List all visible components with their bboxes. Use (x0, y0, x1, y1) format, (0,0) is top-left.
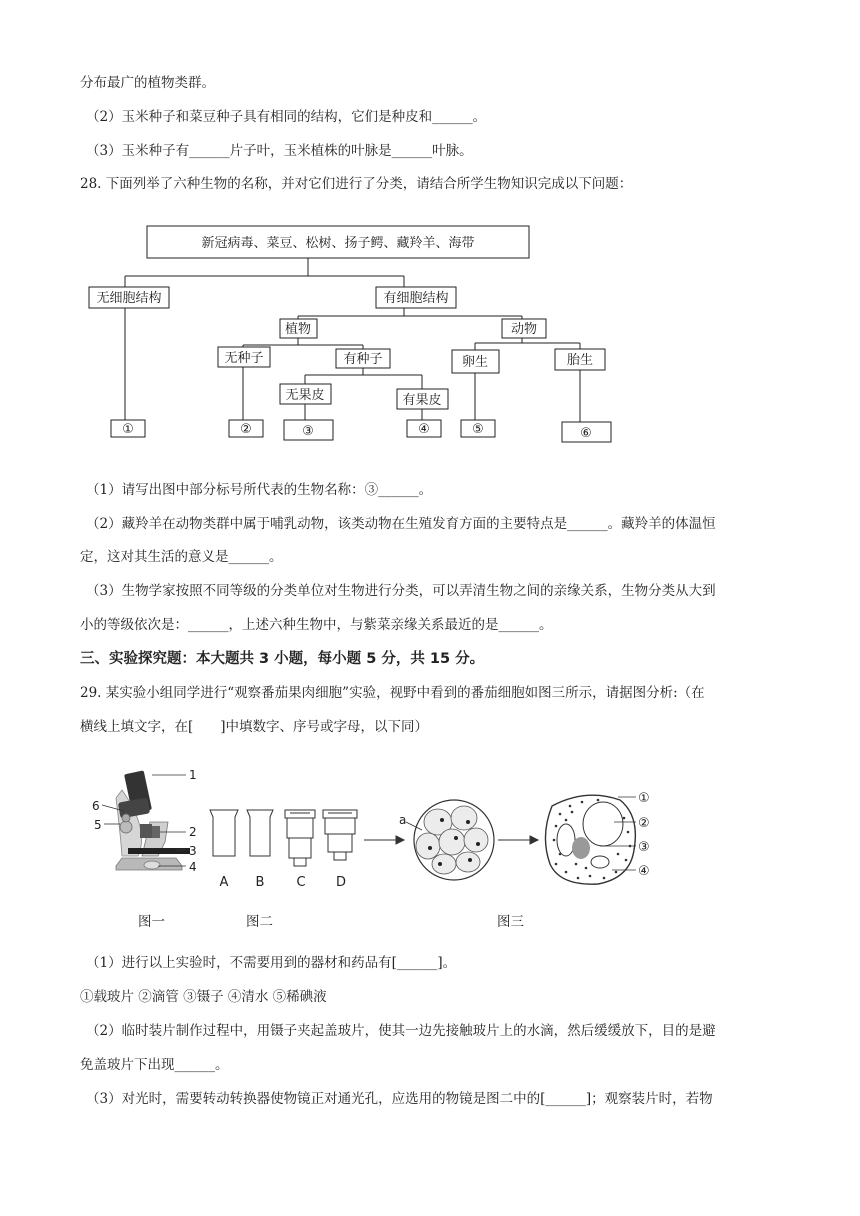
tree-leaf-3: ③ (302, 424, 314, 439)
cell-group-label-a: a (399, 813, 407, 827)
microscope-label-1: 1 (189, 768, 197, 782)
cell-label-1: ① (638, 791, 650, 806)
text-line: （3）生物学家按照不同等级的分类单位对生物进行分类，可以弄清生物之间的亲缘关系，生物分类从大到 (86, 583, 716, 599)
figure-1-caption: 图一 (138, 914, 165, 930)
tree-oviparous-label: 卵生 (461, 355, 489, 370)
tree-has-seed-label: 有种子 (343, 352, 383, 367)
microscope-illustration (116, 770, 190, 870)
tree-viviparous-label: 胎生 (566, 353, 594, 368)
text-line: 分布最广的植物类群。 (80, 75, 215, 91)
lens-b (247, 810, 273, 856)
tree-root-label: 新冠病毒、菜豆、松树、扬子鳄、藏羚羊、海带 (201, 236, 475, 251)
figure-2-caption: 图二 (246, 914, 273, 930)
cell-label-4: ④ (638, 864, 650, 879)
field-of-view (406, 800, 494, 880)
tomato-cell (545, 795, 635, 884)
text-line: 横线上填文字，在[ ]中填数字、序号或字母，以下同） (80, 719, 429, 735)
tree-no-peel-label: 无果皮 (285, 388, 325, 403)
text-line: 定，这对其生活的意义是______。 (80, 549, 283, 565)
classification-tree (0, 0, 860, 460)
text-line: （2）藏羚羊在动物类群中属于哺乳动物，该类动物在生殖发育方面的主要特点是______。藏羚羊的体温恒 (86, 516, 716, 532)
cell-label-3: ③ (638, 840, 650, 855)
tree-leaf-4: ④ (418, 422, 430, 437)
tree-has-cell-label: 有细胞结构 (383, 291, 449, 306)
section-heading: 三、实验探究题：本大题共 3 小题，每小题 5 分，共 15 分。 (80, 651, 485, 667)
tree-has-peel-label: 有果皮 (402, 393, 442, 408)
text-line: （2）玉米种子和菜豆种子具有相同的结构，它们是种皮和______。 (86, 109, 487, 125)
lens-label-a: A (219, 875, 229, 890)
cell-label-2: ② (638, 816, 650, 831)
lens-c (285, 810, 315, 866)
tree-no-cell-label: 无细胞结构 (96, 291, 162, 306)
microscope-label-4: 4 (189, 860, 197, 874)
figure-3-caption: 图三 (497, 914, 524, 930)
tree-leaf-2: ② (240, 422, 252, 437)
text-line: 免盖玻片下出现______。 (80, 1057, 229, 1073)
text-line: （1）进行以上实验时，不需要用到的器材和药品有[______]。 (86, 955, 457, 971)
microscope-label-6: 6 (92, 799, 100, 813)
text-line: ①载玻片 ②滴管 ③镊子 ④清水 ⑤稀碘液 (80, 989, 327, 1005)
microscope-label-5: 5 (94, 818, 102, 832)
lens-label-c: C (296, 875, 306, 890)
tree-no-seed-label: 无种子 (224, 351, 264, 366)
text-line: 小的等级依次是：______，上述六种生物中，与紫菜亲缘关系最近的是______。 (80, 617, 553, 633)
lens-d (323, 810, 357, 860)
tree-leaf-6: ⑥ (580, 426, 592, 441)
tree-leaf-5: ⑤ (472, 422, 484, 437)
text-line: （2）临时装片制作过程中，用镊子夹起盖玻片，使其一边先接触玻片上的水滴，然后缓缓放下，目的是避 (86, 1023, 716, 1039)
tree-plant-label: 植物 (284, 322, 312, 337)
tree-leaf-1: ① (122, 422, 134, 437)
lens-label-d: D (335, 875, 347, 890)
text-line: （1）请写出图中部分标号所代表的生物名称：③______。 (86, 482, 433, 498)
experiment-figures (0, 760, 860, 940)
lens-label-b: B (255, 875, 265, 890)
text-line: （3）玉米种子有______片子叶，玉米植株的叶脉是______叶脉。 (86, 143, 473, 159)
lens-a (210, 810, 238, 856)
tree-animal-label: 动物 (510, 322, 538, 337)
microscope-label-3: 3 (189, 844, 197, 858)
question-28: 28. 下面列举了六种生物的名称，并对它们进行了分类，请结合所学生物知识完成以下问题： (80, 176, 633, 192)
text-line: （3）对光时，需要转动转换器使物镜正对通光孔，应选用的物镜是图二中的[______]；观察装片时，若物 (86, 1091, 713, 1107)
microscope-label-2: 2 (189, 825, 197, 839)
question-29: 29. 某实验小组同学进行“观察番茄果肉细胞”实验，视野中看到的番茄细胞如图三所示，请据图分析:（在 (80, 685, 705, 701)
